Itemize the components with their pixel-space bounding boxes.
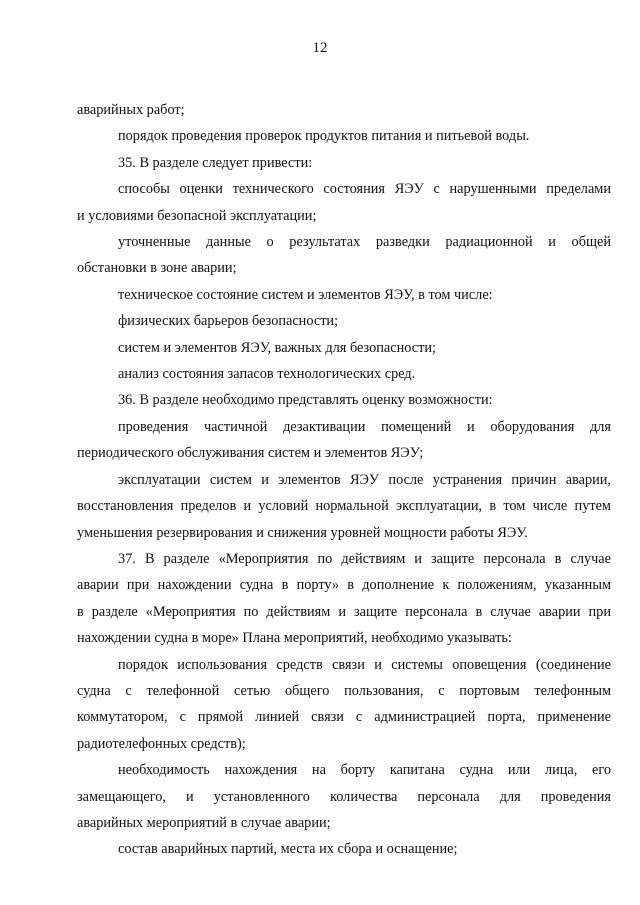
text-line: состав аварийных партий, места их сбора и оснащение; bbox=[118, 841, 458, 858]
text-line: анализ состояния запасов технологических сред. bbox=[118, 366, 416, 383]
text-line: и условиями безопасной эксплуатации; bbox=[77, 207, 317, 224]
text-line: коммутатором, с прямой линией связи с администрацией порта, применение bbox=[77, 709, 611, 726]
text-line: 36. В разделе необходимо представлять оценку возможности: bbox=[118, 392, 493, 409]
text-line: уточненные данные о результатах разведки радиационной и общей bbox=[118, 234, 611, 251]
text-line: порядок проведения проверок продуктов питания и питьевой воды. bbox=[118, 128, 530, 145]
text-line: систем и элементов ЯЭУ, важных для безопасности; bbox=[118, 339, 436, 356]
text-line: способы оценки технического состояния ЯЭУ с нарушенными пределами bbox=[118, 181, 611, 198]
text-line: физических барьеров безопасности; bbox=[118, 313, 339, 330]
text-line: аварийных работ; bbox=[77, 102, 185, 118]
text-line: судна с телефонной сетью общего пользования, с портовым телефонным bbox=[77, 682, 611, 699]
text-line: обстановки в зоне аварии; bbox=[77, 260, 237, 277]
text-line: восстановления пределов и условий нормальной эксплуатации, в том числе путем bbox=[77, 498, 611, 515]
text-line: порядок использования средств связи и системы оповещения (соединение bbox=[118, 656, 611, 673]
text-line: в разделе «Мероприятия по действиям и защите персонала в случае аварии при bbox=[77, 603, 611, 620]
text-line: аварии при нахождении судна в порту» в дополнение к положениям, указанным bbox=[77, 577, 611, 594]
text-line: необходимость нахождения на борту капитана судна или лица, его bbox=[118, 762, 611, 779]
text-line: 37. В разделе «Мероприятия по действиям и защите персонала в случае bbox=[118, 550, 611, 567]
text-line: периодического обслуживания систем и элементов ЯЭУ; bbox=[77, 445, 424, 462]
text-line: 35. В разделе следует привести: bbox=[118, 154, 313, 171]
text-line: проведения частичной дезактивации помещений и оборудования для bbox=[118, 418, 611, 435]
text-line: радиотелефонных средств); bbox=[77, 735, 246, 752]
text-line: эксплуатации систем и элементов ЯЭУ после устранения причин аварии, bbox=[118, 471, 611, 488]
document-body bbox=[77, 97, 611, 863]
text-line: нахождении судна в море» Плана мероприятий, необходимо указывать: bbox=[77, 630, 512, 647]
text-line: техническое состояние систем и элементов ЯЭУ, в том числе: bbox=[118, 286, 493, 303]
page-number: 12 bbox=[312, 40, 328, 56]
text-line: уменьшения резервирования и снижения уровней мощности работы ЯЭУ. bbox=[77, 524, 528, 541]
text-line: аварийных мероприятий в случае аварии; bbox=[77, 814, 331, 831]
text-line: замещающего, и установленного количества персонала для проведения bbox=[77, 788, 611, 805]
